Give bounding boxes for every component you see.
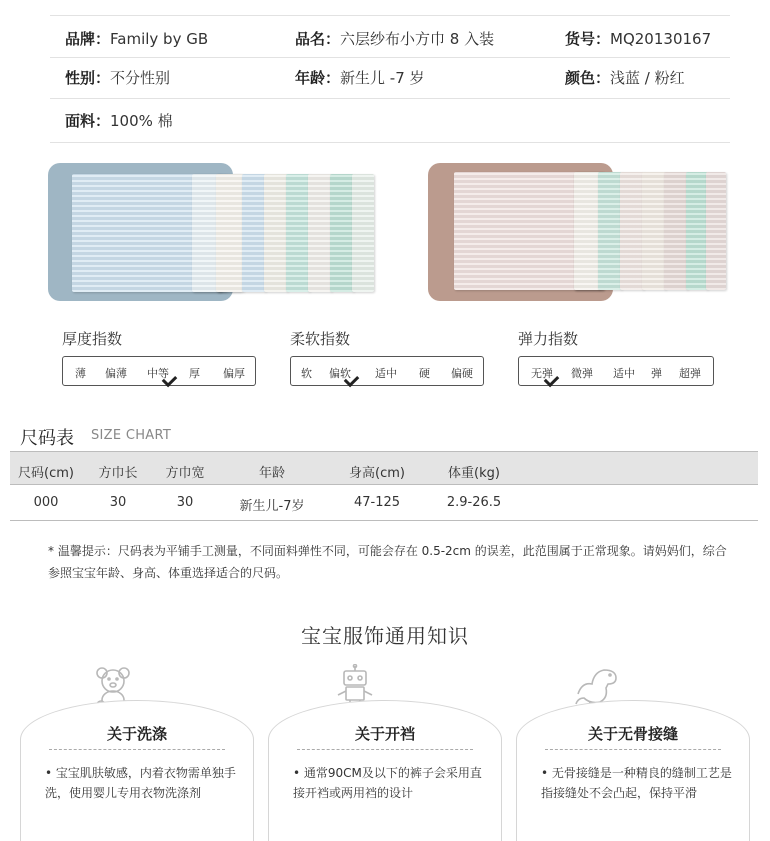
softness-option: 偏硬 [451, 367, 473, 380]
card-divider [297, 749, 473, 750]
size-chart-header [10, 451, 758, 485]
card-text: • 通常90CM及以下的裤子会采用直接开裆或两用裆的设计 [293, 766, 482, 800]
size-cell: 新生儿-7岁 [239, 499, 305, 514]
washing-knowledge-card [20, 700, 254, 841]
info-divider-2 [50, 98, 730, 99]
elasticity-index-scale [518, 356, 714, 386]
info-color: 颜色：浅蓝 / 粉红 [565, 69, 685, 87]
pink-towel-set-image [574, 172, 726, 290]
info-fabric: 面料：100% 棉 [65, 112, 173, 130]
elasticity-option: 弹 [651, 367, 662, 380]
card-title: 关于无骨接缝 [587, 725, 678, 743]
softness-option: 适中 [375, 367, 397, 380]
card-title: 关于洗涤 [106, 725, 167, 743]
thickness-index-title: 厚度指数 [62, 330, 123, 348]
elasticity-index-title: 弹力指数 [518, 330, 579, 348]
size-chart-title: 尺码表 [20, 428, 74, 449]
info-top-divider [50, 15, 730, 16]
thickness-option: 厚 [189, 367, 200, 380]
blue-towel-set-image [216, 174, 376, 292]
thickness-option: 偏薄 [105, 367, 127, 380]
size-header-cell: 方巾宽 [165, 466, 205, 481]
info-age: 年龄：新生儿 -7 岁 [295, 69, 425, 87]
elasticity-option: 适中 [613, 367, 635, 380]
info-row-3 [65, 110, 730, 140]
size-cell: 30 [109, 495, 127, 510]
size-header-cell: 体重(kg) [448, 466, 500, 481]
info-row-2 [65, 67, 730, 97]
card-text: • 宝宝肌肤敏感，内着衣物需单独手洗，使用婴儿专用衣物洗涤剂 [45, 766, 236, 800]
softness-index-title: 柔软指数 [290, 330, 351, 348]
size-note: * 温馨提示：尺码表为平铺手工测量，不同面料弹性不同，可能会存在 0.5-2cm 的误差，此范围属于正常现象。请妈妈们，综合参照宝宝年龄、身高、体重选择适合的尺码。 [48, 544, 727, 580]
softness-option-selected: 偏软 [329, 367, 351, 380]
info-item-number: 货号：MQ20130167 [565, 30, 712, 48]
softness-index-scale [290, 356, 484, 386]
info-gender: 性别：不分性别 [65, 69, 171, 87]
card-text: • 无骨接缝是一种精良的缝制工艺是指接缝处不会凸起，保持平滑 [541, 766, 732, 800]
table-row [10, 485, 758, 521]
elasticity-option: 微弹 [571, 367, 593, 380]
size-header-cell: 方巾长 [98, 466, 138, 481]
crotch-knowledge-card [268, 700, 502, 841]
thickness-option: 薄 [75, 367, 86, 380]
size-header-cell: 年龄 [258, 466, 286, 481]
thickness-option-selected: 中等 [147, 367, 169, 380]
size-header-cell: 身高(cm) [349, 466, 405, 481]
softness-option: 软 [301, 367, 312, 380]
info-product-name: 品名：六层纱布小方巾 8 入装 [295, 30, 495, 48]
info-brand: 品牌：Family by GB [65, 30, 209, 48]
softness-option: 硬 [419, 367, 430, 380]
size-cell: 2.9-26.5 [446, 495, 502, 510]
elasticity-option: 超弹 [679, 367, 701, 380]
info-bottom-divider [50, 142, 730, 143]
size-cell: 30 [176, 495, 194, 510]
seamless-knowledge-card [516, 700, 750, 841]
knowledge-section-title: 宝宝服饰通用知识 [301, 624, 469, 648]
size-cell: 47-125 [353, 495, 401, 510]
thickness-option: 偏厚 [223, 367, 245, 380]
thickness-index-scale [62, 356, 256, 386]
card-divider [545, 749, 721, 750]
info-row-1 [65, 28, 730, 58]
size-header-cell: 尺码(cm) [18, 466, 74, 481]
elasticity-option-selected: 无弹 [531, 367, 553, 380]
info-divider-1 [50, 57, 730, 58]
card-divider [49, 749, 225, 750]
size-cell: 000 [33, 495, 59, 510]
card-title: 关于开裆 [354, 725, 415, 743]
size-chart-subtitle: SIZE CHART [91, 428, 172, 443]
